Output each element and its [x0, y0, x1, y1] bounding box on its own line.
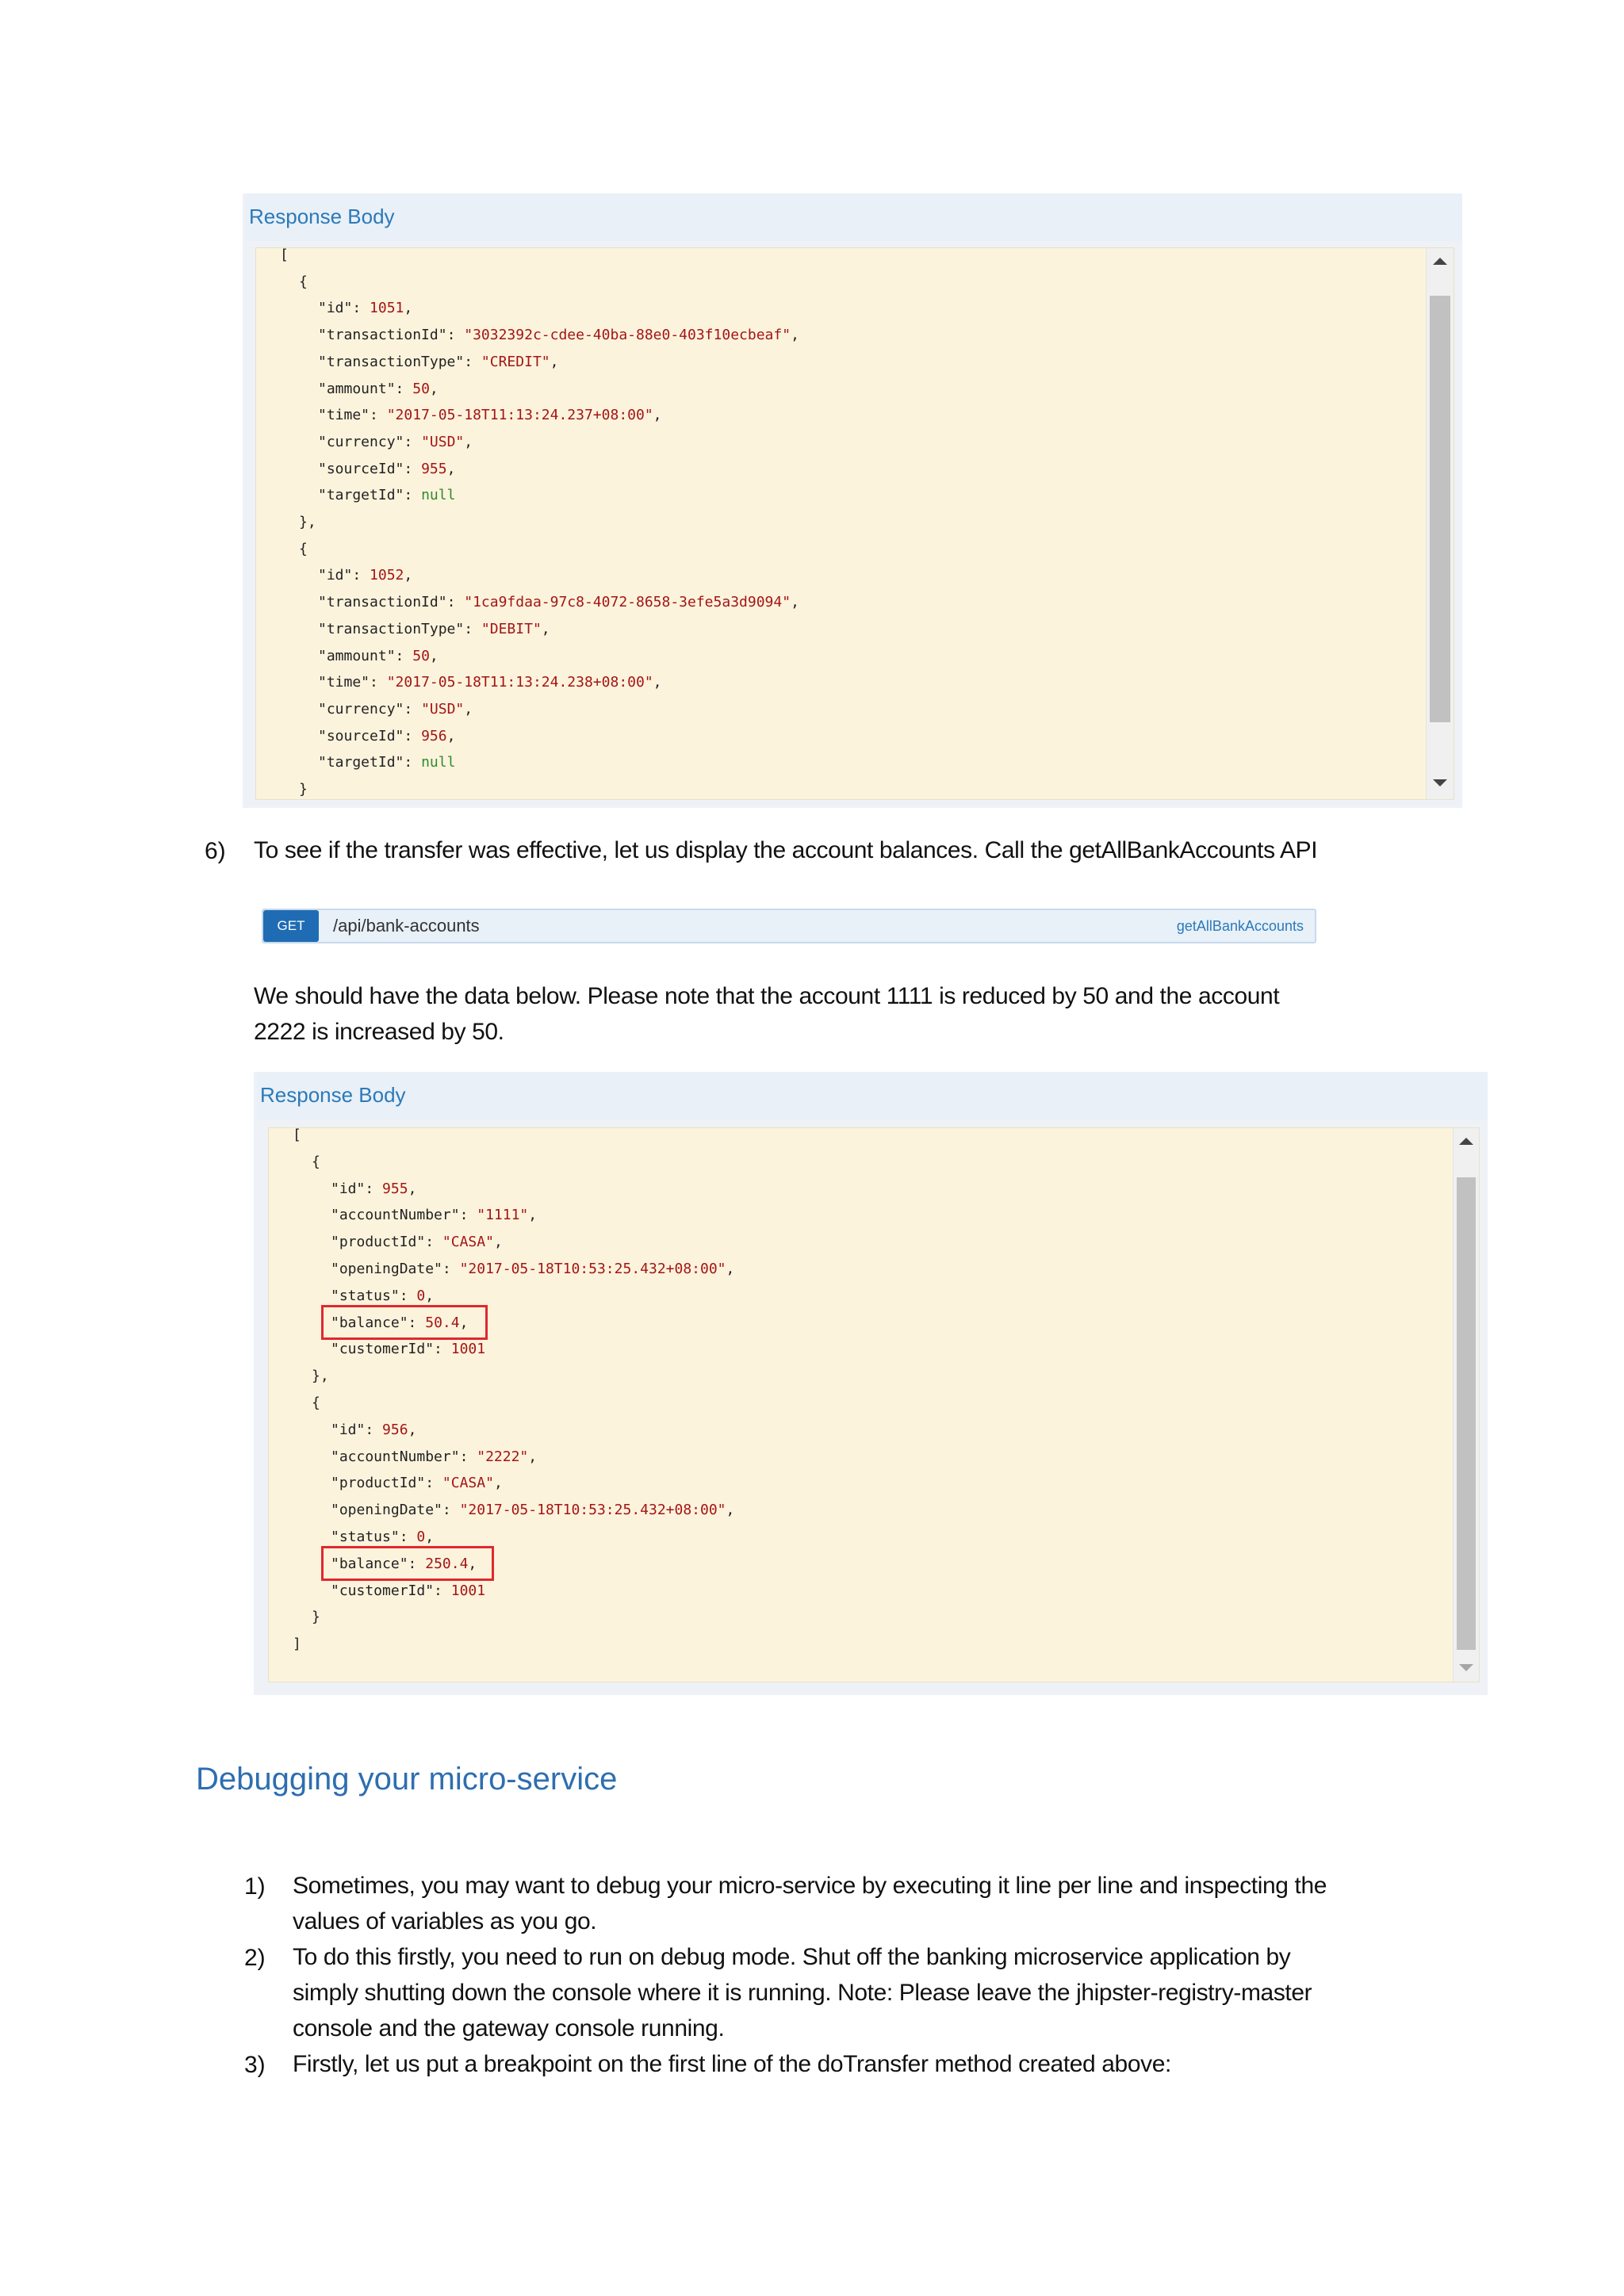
json-value: "2017-05-18T10:53:25.432+08:00": [459, 1502, 726, 1519]
json-line: {: [312, 1153, 320, 1170]
json-line: "transactionType": "CREDIT",: [318, 353, 559, 370]
json-key: "ammount": [318, 647, 396, 664]
scroll-up-arrow-icon[interactable]: [1433, 258, 1447, 265]
json-value: 50: [412, 380, 430, 397]
json-value: 1051: [370, 300, 404, 317]
json-line: "status": 0,: [331, 1287, 435, 1304]
json-key: "status": [331, 1529, 400, 1545]
json-key: "id": [331, 1180, 366, 1197]
operation-link[interactable]: getAllBankAccounts: [1176, 918, 1304, 934]
json-line: "openingDate": "2017-05-18T10:53:25.432+08:00",: [331, 1261, 735, 1277]
json-line: "time": "2017-05-18T11:13:24.238+08:00",: [318, 674, 662, 691]
json-line: {: [312, 1395, 320, 1411]
json-value: "1111": [477, 1207, 529, 1224]
note-line-2: 2222 is increased by 50.: [254, 1019, 504, 1045]
json-line: "customerId": 1001: [331, 1582, 486, 1599]
json-value: 955: [421, 460, 447, 477]
json-line: "status": 0,: [331, 1529, 435, 1545]
json-value: 0: [416, 1529, 426, 1545]
json-line: "sourceId": 956,: [318, 727, 456, 744]
json-key: "time": [318, 674, 370, 691]
step-number: 1): [244, 1873, 266, 1900]
json-value: "3032392c-cdee-40ba-88e0-403f10ecbeaf": [464, 327, 791, 344]
json-key: "customerId": [331, 1341, 435, 1358]
json-line: "id": 1052,: [318, 567, 413, 584]
json-value: "CREDIT": [481, 353, 550, 370]
json-line: "productId": "CASA",: [331, 1475, 503, 1492]
response-body-title: Response Body: [260, 1083, 406, 1107]
json-key: "ammount": [318, 380, 396, 397]
json-line: [: [293, 1127, 301, 1143]
json-key: "accountNumber": [331, 1448, 460, 1465]
step-text-line: console and the gateway console running.: [293, 2015, 725, 2042]
json-value: "USD": [421, 433, 465, 450]
json-line: {: [299, 540, 308, 557]
json-line: "sourceId": 955,: [318, 460, 456, 477]
json-value: 1052: [370, 567, 404, 584]
step-6-number: 6): [205, 838, 226, 864]
json-value: 955: [382, 1180, 408, 1197]
response-body-header: [246, 193, 1462, 241]
json-line: "time": "2017-05-18T11:13:24.237+08:00",: [318, 407, 662, 424]
json-value: 1001: [450, 1341, 486, 1358]
response-body-code: [255, 247, 1454, 800]
json-value: 956: [382, 1421, 408, 1438]
json-key: "sourceId": [318, 460, 404, 477]
scroll-down-arrow-icon[interactable]: [1459, 1664, 1473, 1671]
json-line: },: [299, 514, 316, 530]
json-line: "balance": 50.4,: [331, 1310, 468, 1337]
json-line: "accountNumber": "1111",: [331, 1207, 538, 1224]
step-number: 2): [244, 1945, 266, 1971]
section-heading: Debugging your micro-service: [196, 1762, 618, 1797]
response-body-header: [257, 1072, 1488, 1119]
json-value: 1001: [450, 1582, 486, 1599]
json-line: {: [299, 273, 308, 290]
json-value: null: [421, 754, 456, 771]
json-key: "transactionType": [318, 620, 465, 637]
json-value: "2017-05-18T10:53:25.432+08:00": [459, 1261, 726, 1277]
json-value: "CASA": [442, 1475, 494, 1492]
json-key: "openingDate": [331, 1502, 442, 1519]
json-key: "currency": [318, 433, 404, 450]
json-value: "DEBIT": [481, 620, 542, 637]
response-body-title: Response Body: [249, 205, 395, 228]
json-key: "balance": [331, 1314, 408, 1331]
json-key: "currency": [318, 700, 404, 718]
http-method-badge[interactable]: GET: [263, 910, 319, 942]
json-line: "transactionId": "1ca9fdaa-97c8-4072-8658-3efe5a3d9094",: [318, 594, 799, 611]
json-value: "2017-05-18T11:13:24.237+08:00": [386, 407, 653, 424]
json-key: "balance": [331, 1555, 408, 1572]
json-line: "transactionType": "DEBIT",: [318, 620, 550, 637]
scroll-down-arrow-icon[interactable]: [1433, 779, 1447, 786]
json-line: "currency": "USD",: [318, 700, 473, 718]
json-key: "time": [318, 407, 370, 424]
json-line: "id": 955,: [331, 1180, 417, 1197]
json-line: }: [299, 781, 308, 798]
json-key: "transactionId": [318, 327, 447, 344]
step-text-line: values of variables as you go.: [293, 1908, 597, 1934]
json-key: "id": [318, 300, 353, 317]
json-key: "openingDate": [331, 1261, 442, 1277]
json-key: "customerId": [331, 1582, 435, 1599]
json-line: "transactionId": "3032392c-cdee-40ba-88e0-403f10ecbeaf",: [318, 327, 799, 344]
json-key: "accountNumber": [331, 1207, 460, 1224]
response-body-code: [268, 1127, 1480, 1682]
highlight-box: [321, 1305, 488, 1340]
json-line: "targetId": null: [318, 754, 456, 771]
json-value: 0: [416, 1287, 426, 1304]
json-value: "USD": [421, 700, 465, 718]
json-line: "id": 956,: [331, 1421, 417, 1438]
endpoint-path[interactable]: /api/bank-accounts: [333, 916, 480, 936]
json-key: "id": [318, 567, 353, 584]
json-value: 50.4: [425, 1314, 460, 1331]
vertical-scrollbar[interactable]: [1453, 1128, 1479, 1682]
json-value: "CASA": [442, 1234, 494, 1251]
json-key: "targetId": [318, 487, 404, 504]
json-key: "productId": [331, 1475, 426, 1492]
step-text-line: Firstly, let us put a breakpoint on the first line of the doTransfer method created above:: [293, 2051, 1171, 2077]
json-line: },: [312, 1368, 329, 1385]
json-line: "accountNumber": "2222",: [331, 1448, 538, 1465]
note-line-1: We should have the data below. Please note that the account 1111 is reduced by 50 and the account: [254, 983, 1280, 1009]
step-6-text: To see if the transfer was effective, let us display the account balances. Call the getAllBankAccounts API: [254, 837, 1318, 863]
scroll-up-arrow-icon[interactable]: [1459, 1138, 1473, 1145]
json-key: "sourceId": [318, 727, 404, 744]
json-line: "ammount": 50,: [318, 380, 439, 397]
response-body-panel-1: [243, 193, 1462, 808]
json-line: "targetId": null: [318, 487, 456, 504]
json-line: }: [312, 1609, 320, 1626]
json-value: null: [421, 487, 456, 504]
scrollbar-thumb[interactable]: [1430, 296, 1450, 722]
step-number: 3): [244, 2052, 266, 2078]
json-line: "id": 1051,: [318, 300, 413, 317]
json-value: 956: [421, 727, 447, 744]
json-line: "balance": 250.4,: [331, 1551, 477, 1578]
json-value: 250.4: [425, 1555, 469, 1572]
json-line: "customerId": 1001: [331, 1341, 486, 1358]
json-value: "2222": [477, 1448, 529, 1465]
step-text-line: simply shutting down the console where it is running. Note: Please leave the jhipster-registry-master: [293, 1980, 1312, 2006]
endpoint-bar[interactable]: [262, 909, 1316, 943]
json-line: "productId": "CASA",: [331, 1234, 503, 1251]
response-body-panel-2: [254, 1072, 1488, 1695]
json-line: ]: [293, 1636, 301, 1653]
highlight-box: [321, 1546, 494, 1581]
json-key: "transactionType": [318, 353, 465, 370]
step-text-line: Sometimes, you may want to debug your micro-service by executing it line per line and inspecting the: [293, 1873, 1327, 1899]
scrollbar-thumb[interactable]: [1457, 1177, 1476, 1650]
json-key: "productId": [331, 1234, 426, 1251]
json-line: "ammount": 50,: [318, 647, 439, 664]
json-line: "currency": "USD",: [318, 433, 473, 450]
json-key: "id": [331, 1421, 366, 1438]
json-value: 50: [412, 647, 430, 664]
json-line: [: [280, 247, 289, 263]
json-value: "2017-05-18T11:13:24.238+08:00": [386, 674, 653, 691]
json-key: "targetId": [318, 754, 404, 771]
json-value: "1ca9fdaa-97c8-4072-8658-3efe5a3d9094": [464, 594, 791, 611]
step-text-line: To do this firstly, you need to run on debug mode. Shut off the banking microservice application by: [293, 1944, 1291, 1970]
json-key: "status": [331, 1287, 400, 1304]
json-key: "transactionId": [318, 594, 447, 611]
json-line: "openingDate": "2017-05-18T10:53:25.432+08:00",: [331, 1502, 735, 1519]
vertical-scrollbar[interactable]: [1426, 248, 1454, 800]
